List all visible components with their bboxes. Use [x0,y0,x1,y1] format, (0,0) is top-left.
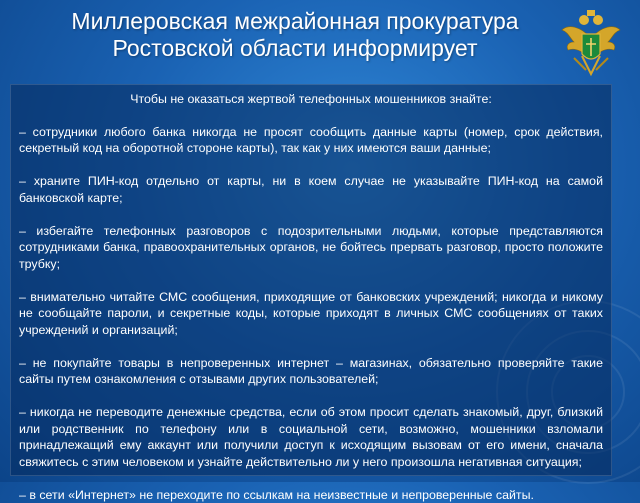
title-line-2: Ростовской области информирует [60,35,530,62]
notice-item: – избегайте телефонных разговоров с подозрительными людьми, которые представляются сотрудниками банка, правоохранительных органов, не бойтесь прервать разговор, просто положите трубку; [19,223,603,273]
title-line-1: Миллеровская межрайонная прокуратура [60,8,530,35]
notice-panel [10,84,612,476]
notice-item: – никогда не переводите денежные средства, если об этом просит сделать знакомый, друг, близкий или родственник по телефону или в социальной сети, возможно, мошенники взломали принадлежащий ему аккаунт или получили доступ к исходящим вызовам от его имени, сначала свяжитесь с этим человеком и узнайте действительно ли у него произошла негативная ситуация; [19,404,603,470]
page-title [60,8,530,62]
prosecutor-emblem-icon [560,8,622,80]
notice-item: – не покупайте товары в непроверенных интернет – магазинах, обязательно проверяйте такие сайты путем ознакомления с отзывами других пользователей; [19,355,603,388]
notice-item: – в сети «Интернет» не переходите по ссылкам на неизвестные и непроверенные сайты. [19,487,603,503]
notice-item: – сотрудники любого банка никогда не просят сообщить данные карты (номер, срок действия, секретный код на оборотной стороне карты), так как у них имеются ваши данные; [19,124,603,157]
notice-item: – храните ПИН-код отдельно от карты, ни в коем случае не указывайте ПИН-код на самой банковской карте; [19,173,603,206]
notice-intro: Чтобы не оказаться жертвой телефонных мошенников знайте: [19,91,603,108]
notice-item: – внимательно читайте СМС сообщения, приходящие от банковских учреждений; никогда и никому не сообщайте пароли, и секретные коды, которые приходят в личных СМС сообщениях от таких учреждений и организаций; [19,289,603,339]
